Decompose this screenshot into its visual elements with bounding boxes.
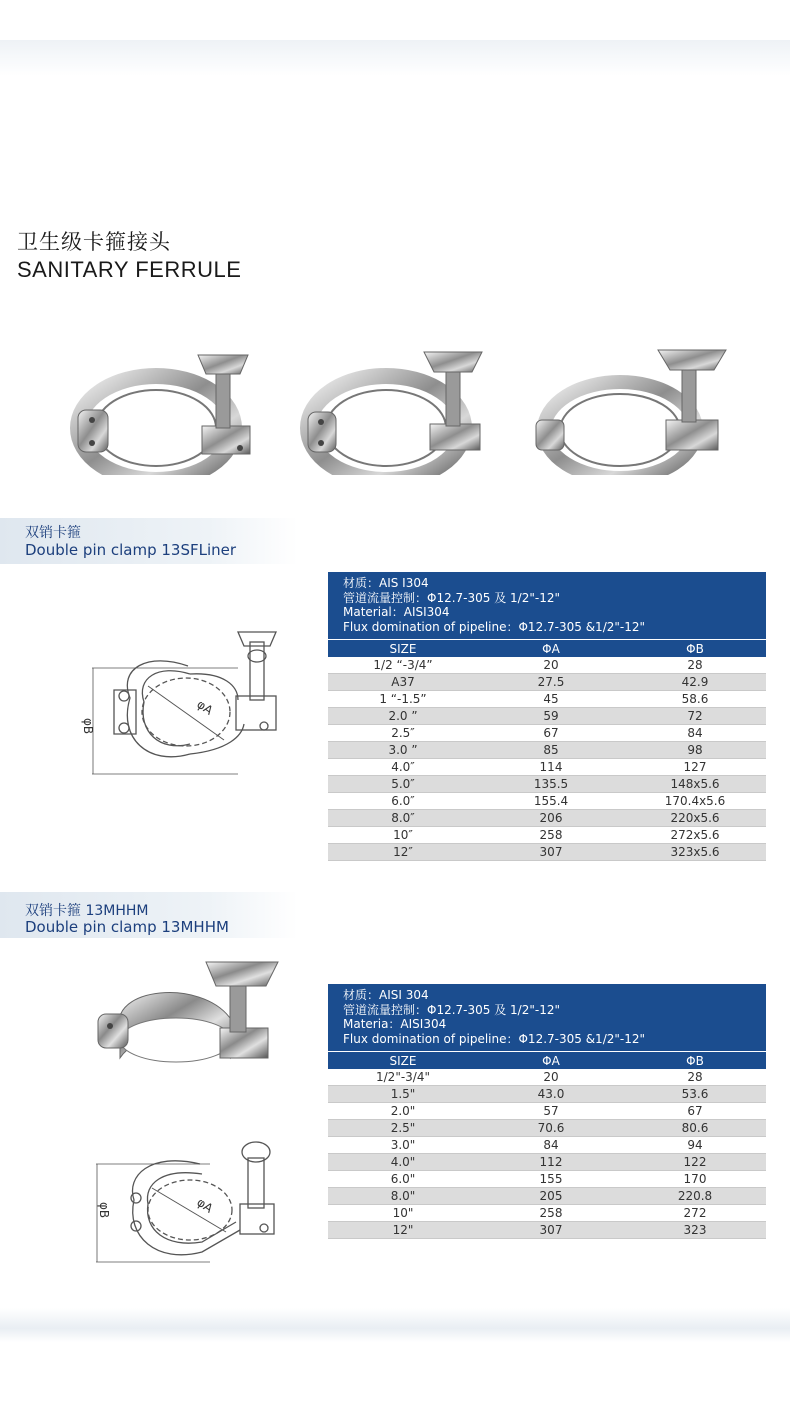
size-cell: 10"	[328, 1205, 478, 1222]
page-title-en: SANITARY FERRULE	[17, 257, 242, 282]
section1-table-header-row	[328, 640, 766, 658]
table-row	[328, 1205, 766, 1222]
bottom-band	[0, 1308, 790, 1342]
table-row	[328, 1222, 766, 1239]
phi-a-cell: 45	[478, 691, 624, 708]
table-row	[328, 1188, 766, 1205]
phi-b-cell: 80.6	[624, 1120, 766, 1137]
section1-heading	[0, 518, 298, 564]
phi-b-cell: 53.6	[624, 1086, 766, 1103]
phi-b-cell: 272	[624, 1205, 766, 1222]
section1-spec-table	[328, 639, 766, 861]
table-row	[328, 725, 766, 742]
section2-col-size: SIZE	[328, 1052, 478, 1070]
section2-heading	[0, 892, 298, 938]
phi-b-cell: 220x5.6	[624, 810, 766, 827]
table-row	[328, 742, 766, 759]
table-row	[328, 1137, 766, 1154]
phi-a-cell: 27.5	[478, 674, 624, 691]
table-row	[328, 810, 766, 827]
phi-b-cell: 170.4x5.6	[624, 793, 766, 810]
section1-spec-header	[328, 572, 766, 639]
size-cell: 8.0″	[328, 810, 478, 827]
phi-a-cell: 112	[478, 1154, 624, 1171]
phi-a-cell: 155	[478, 1171, 624, 1188]
section1-heading-en: Double pin clamp 13SFLiner	[25, 541, 237, 559]
phi-b-cell: 127	[624, 759, 766, 776]
section1-col-a: ΦA	[478, 640, 624, 658]
section1-spec-line: 管道流量控制：Φ12.7-305 及 1/2"-12"	[343, 590, 560, 605]
phi-b-cell: 67	[624, 1103, 766, 1120]
section2-drawing-label-b: φB	[97, 1202, 111, 1219]
section2-spec	[328, 984, 766, 1239]
table-row	[328, 1103, 766, 1120]
page-title-cn: 卫生级卡箍接头	[17, 230, 171, 254]
section2-spec-line: Flux domination of pipeline：Φ12.7-305 &1/2"-12"	[343, 1031, 646, 1046]
phi-b-cell: 122	[624, 1154, 766, 1171]
size-cell: 3.0 ”	[328, 742, 478, 759]
phi-b-cell: 98	[624, 742, 766, 759]
size-cell: 10″	[328, 827, 478, 844]
size-cell: 1.5"	[328, 1086, 478, 1103]
phi-b-cell: 323x5.6	[624, 844, 766, 861]
size-cell: 12"	[328, 1222, 478, 1239]
phi-b-cell: 58.6	[624, 691, 766, 708]
section2-drawing-label-a: φA	[194, 1194, 216, 1216]
clamp-photo-1	[70, 340, 260, 475]
phi-b-cell: 272x5.6	[624, 827, 766, 844]
table-row	[328, 776, 766, 793]
section1-technical-drawing	[78, 628, 298, 778]
section2-spec-line: 材质：AISI 304	[343, 988, 429, 1002]
section1-spec-line: Material：AISI304	[343, 605, 450, 619]
phi-b-cell: 28	[624, 1069, 766, 1086]
table-row	[328, 1154, 766, 1171]
size-cell: 2.5″	[328, 725, 478, 742]
section1-spec	[328, 572, 766, 861]
size-cell: 4.0"	[328, 1154, 478, 1171]
phi-b-cell: 148x5.6	[624, 776, 766, 793]
phi-a-cell: 84	[478, 1137, 624, 1154]
size-cell: 6.0″	[328, 793, 478, 810]
section2-product-photo	[80, 958, 280, 1088]
size-cell: 5.0″	[328, 776, 478, 793]
size-cell: 2.5"	[328, 1120, 478, 1137]
table-row	[328, 657, 766, 674]
section1-heading-cn: 双销卡箍	[25, 525, 81, 541]
size-cell: 1/2 “-3/4”	[328, 657, 478, 674]
phi-b-cell: 72	[624, 708, 766, 725]
phi-b-cell: 42.9	[624, 674, 766, 691]
phi-b-cell: 220.8	[624, 1188, 766, 1205]
size-cell: 4.0″	[328, 759, 478, 776]
table-row	[328, 708, 766, 725]
section2-spec-line: Materia：AISI304	[343, 1017, 447, 1031]
section2-spec-table	[328, 1051, 766, 1239]
phi-b-cell: 323	[624, 1222, 766, 1239]
section2-heading-cn: 双销卡箍 13MHHM	[25, 903, 149, 919]
table-row	[328, 759, 766, 776]
section2-spec-line: 管道流量控制：Φ12.7-305 及 1/2"-12"	[343, 1002, 560, 1017]
section1-spec-line: 材质：AIS I304	[343, 576, 429, 590]
top-band	[0, 40, 790, 76]
table-row	[328, 691, 766, 708]
phi-a-cell: 135.5	[478, 776, 624, 793]
size-cell: 2.0"	[328, 1103, 478, 1120]
clamp-photo-3	[530, 340, 730, 475]
size-cell: 6.0"	[328, 1171, 478, 1188]
phi-a-cell: 114	[478, 759, 624, 776]
section1-col-size: SIZE	[328, 640, 478, 658]
table-row	[328, 1086, 766, 1103]
phi-a-cell: 307	[478, 844, 624, 861]
section2-heading-en: Double pin clamp 13MHHM	[25, 918, 229, 936]
phi-a-cell: 155.4	[478, 793, 624, 810]
phi-a-cell: 59	[478, 708, 624, 725]
size-cell: 1/2"-3/4"	[328, 1069, 478, 1086]
phi-a-cell: 206	[478, 810, 624, 827]
section1-drawing-label-a: φA	[194, 696, 216, 718]
phi-b-cell: 170	[624, 1171, 766, 1188]
phi-a-cell: 43.0	[478, 1086, 624, 1103]
section2-spec-header	[328, 984, 766, 1051]
phi-a-cell: 67	[478, 725, 624, 742]
size-cell: 3.0"	[328, 1137, 478, 1154]
section1-drawing-label-b: φB	[81, 718, 95, 735]
table-row	[328, 844, 766, 861]
table-row	[328, 1171, 766, 1188]
phi-a-cell: 258	[478, 1205, 624, 1222]
section2-col-a: ΦA	[478, 1052, 624, 1070]
phi-b-cell: 28	[624, 657, 766, 674]
table-row	[328, 827, 766, 844]
section1-spec-line: Flux domination of pipeline：Φ12.7-305 &1/2"-12"	[343, 619, 646, 634]
table-row	[328, 1069, 766, 1086]
size-cell: A37	[328, 674, 478, 691]
section2-col-b: ΦB	[624, 1052, 766, 1070]
table-row	[328, 793, 766, 810]
phi-a-cell: 20	[478, 1069, 624, 1086]
phi-a-cell: 70.6	[478, 1120, 624, 1137]
phi-a-cell: 307	[478, 1222, 624, 1239]
section1-col-b: ΦB	[624, 640, 766, 658]
phi-b-cell: 94	[624, 1137, 766, 1154]
table-row	[328, 1120, 766, 1137]
phi-a-cell: 205	[478, 1188, 624, 1205]
section2-technical-drawing	[90, 1140, 280, 1270]
phi-b-cell: 84	[624, 725, 766, 742]
phi-a-cell: 57	[478, 1103, 624, 1120]
phi-a-cell: 85	[478, 742, 624, 759]
size-cell: 2.0 ”	[328, 708, 478, 725]
product-photo-row	[0, 340, 790, 480]
phi-a-cell: 258	[478, 827, 624, 844]
table-row	[328, 674, 766, 691]
size-cell: 1 “-1.5”	[328, 691, 478, 708]
size-cell: 12″	[328, 844, 478, 861]
section2-table-header-row	[328, 1052, 766, 1070]
clamp-photo-2	[300, 340, 490, 475]
size-cell: 8.0"	[328, 1188, 478, 1205]
phi-a-cell: 20	[478, 657, 624, 674]
